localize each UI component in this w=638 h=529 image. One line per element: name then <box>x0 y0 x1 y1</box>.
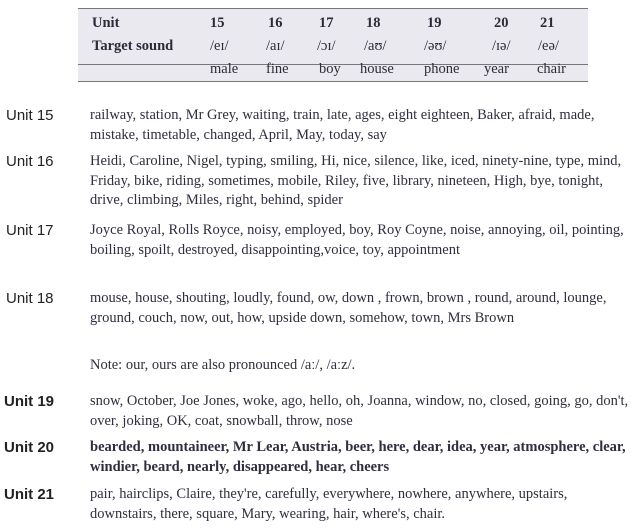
unit-number: 16 <box>268 15 283 31</box>
phonetic-symbol: /ɔɪ/ <box>317 38 336 54</box>
example-word: phone <box>424 61 460 77</box>
unit-16-label: Unit 16 <box>6 153 54 170</box>
unit-row-label: Unit <box>92 15 120 31</box>
unit-19-label: Unit 19 <box>4 393 55 410</box>
unit-number: 18 <box>366 15 381 31</box>
unit-16-words: Heidi, Caroline, Nigel, typing, smiling, Hi, nice, silence, like, iced, ninety-nine, type, mind, Friday, bike, riding, sometimes, mobile, Riley, five, library, nineteen, High, bye, tonight, drive, climbing, Miles, right, behind, spider <box>90 153 622 208</box>
unit-19-words: snow, October, Joe Jones, woke, ago, hello, oh, Joanna, window, no, closed, going, go, don't, over, joking, OK, coat, snowball, throw, nose <box>90 393 629 429</box>
unit-17-label: Unit 17 <box>6 222 54 239</box>
phonetic-symbol: /əʊ/ <box>424 38 447 54</box>
unit-number: 17 <box>319 15 334 31</box>
unit-20-words: bearded, mountaineer, Mr Lear, Austria, beer, here, dear, idea, year, atmosphere, clear, windier, beard, nearly, disappeared, hear, cheers <box>90 439 626 475</box>
unit-21-label: Unit 21 <box>4 486 55 503</box>
unit-18-words: mouse, house, shouting, loudly, found, ow, down , frown, brown , round, around, lounge, ground, couch, now, out, how, upside down, somehow, town, Mrs Brown <box>90 290 607 326</box>
table-rule-bottom <box>78 81 588 82</box>
example-word: boy <box>319 61 341 77</box>
table-rule-top <box>78 8 588 9</box>
unit-21-words: pair, hairclips, Claire, they're, carefully, everywhere, nowhere, anywhere, upstairs, downstairs, there, square, Mary, wearing, hair, where's, chair. <box>90 486 568 522</box>
unit-15-words: railway, station, Mr Grey, waiting, train, late, ages, eight eighteen, Baker, afraid, made, mistake, timetable, changed, April, May, today, say <box>90 107 595 143</box>
phonetic-symbol: /ɪə/ <box>492 38 511 54</box>
unit-number: 15 <box>210 15 225 31</box>
example-word: house <box>360 61 394 77</box>
unit-20-label: Unit 20 <box>4 439 55 456</box>
phonetic-symbol: /eə/ <box>538 38 559 54</box>
phonetic-symbol: /aɪ/ <box>266 38 285 54</box>
unit-number: 21 <box>540 15 555 31</box>
unit-15-label: Unit 15 <box>6 107 54 124</box>
unit-number: 19 <box>427 15 442 31</box>
phonetic-symbol: /aʊ/ <box>364 38 387 54</box>
target-sound-label: Target sound <box>92 38 174 54</box>
example-word: chair <box>537 61 566 77</box>
pronunciation-note: Note: our, ours are also pronounced /aː/, /aːz/. <box>90 357 356 373</box>
phonetic-symbol: /eɪ/ <box>210 38 229 54</box>
unit-18-label: Unit 18 <box>6 290 54 307</box>
unit-17-words: Joyce Royal, Rolls Royce, noisy, employed, boy, Roy Coyne, noise, annoying, oil, pointing, boiling, spoilt, destroyed, disappointing,voice, toy, appointment <box>90 222 624 258</box>
unit-number: 20 <box>494 15 509 31</box>
example-word: male <box>210 61 239 77</box>
example-word: year <box>484 61 509 77</box>
sound-table <box>78 8 588 82</box>
example-word: fine <box>266 61 289 77</box>
